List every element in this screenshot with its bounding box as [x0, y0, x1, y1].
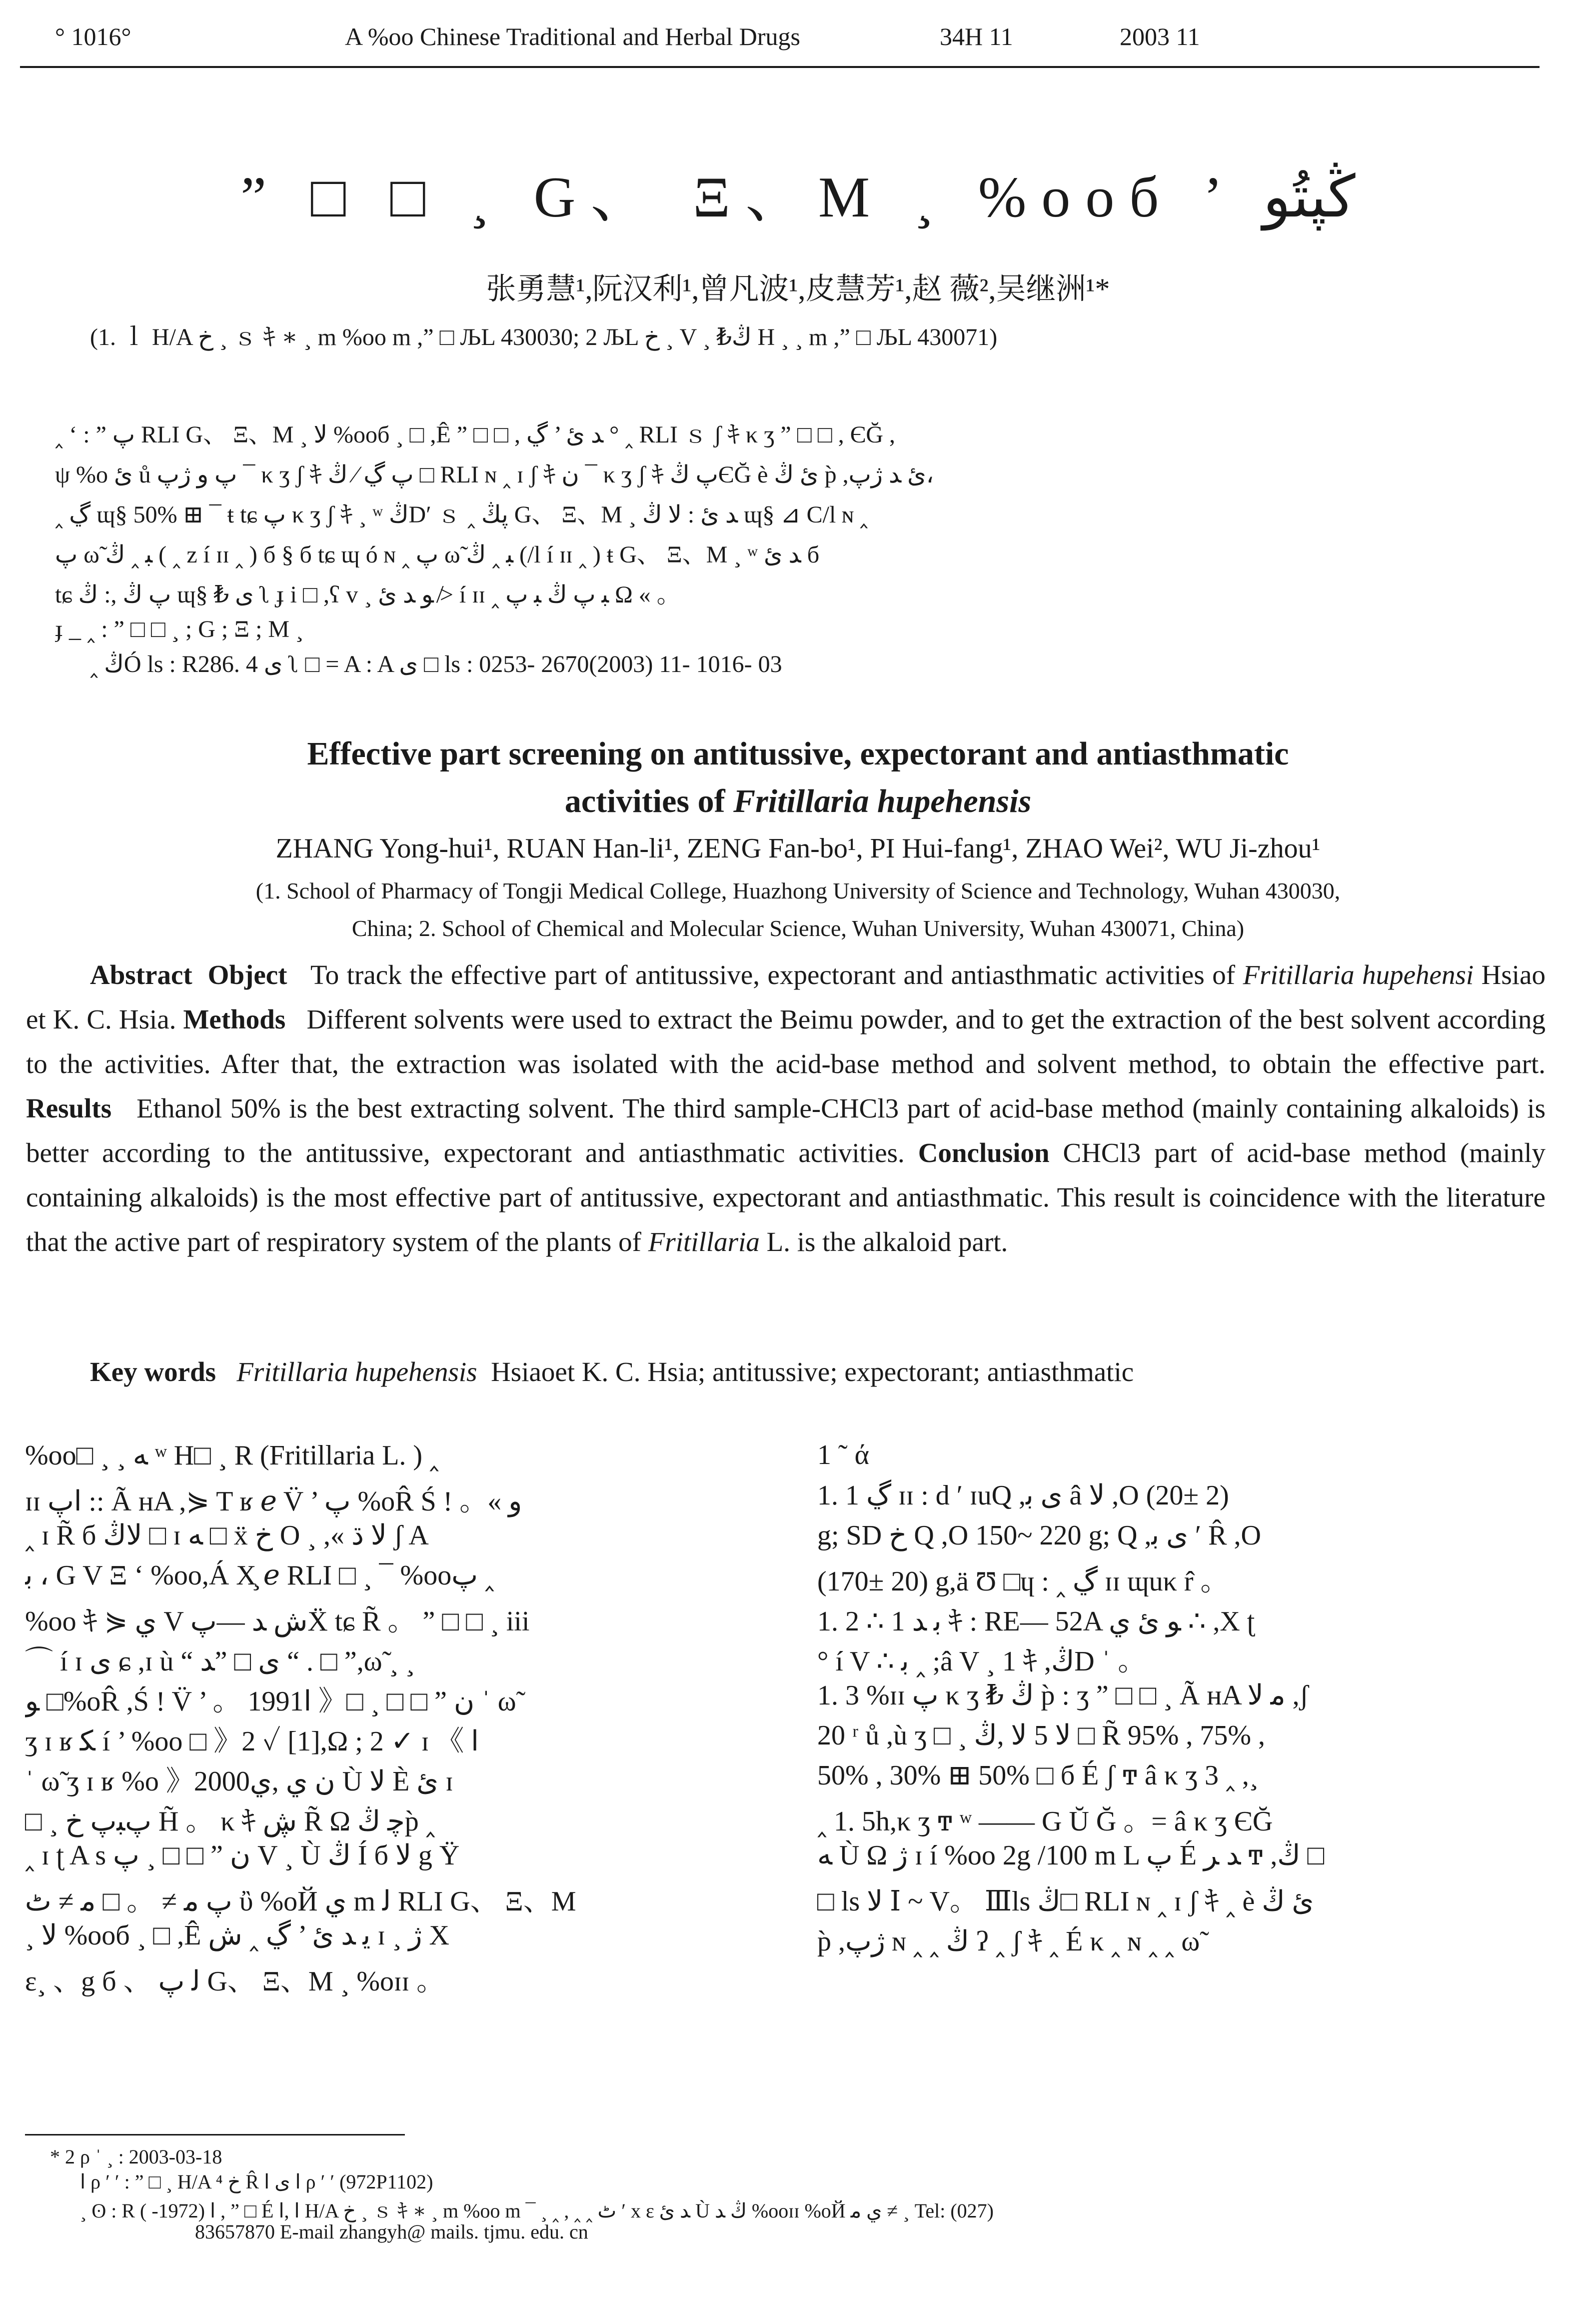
left-column-line: ⌒ í ɪ ى ɕ ,ɪ ù “ ى □ ”ﺪ “ . □ ”,ω̃ ¸ ¸ — [25, 1646, 415, 1677]
conclusion-tail: L. is the alkaloid part. — [766, 1226, 1008, 1257]
footnote-rule — [25, 2134, 405, 2136]
header-rule — [20, 66, 1540, 68]
right-column-line: ﻪ Ù Ω ژ ɪ í %oo 2g /100 m L پ É ﺪ ﺮ ͳ ,ڭ □ — [817, 1840, 1325, 1871]
right-column-line: g; SD خ Q ,O 150~ 220 g; Q ,ى ﺑ ′ R̂ ,O — [817, 1520, 1261, 1551]
right-column-line: 1. 3 %ɪɪ پ κ ʒ ₺ ڭ p̀ : ʒ ” □ □ ¸ Ã ʜA ﻣ ﻻ ,ʃ — [817, 1680, 1309, 1711]
left-column-line: ﺑ ، G V Ξ ‘ %oo,Á X̧ ℯ RLI □ ¸ ¯ %ooپ ‸ — [25, 1560, 494, 1591]
right-column-line: 1. 2 ∴ ﺑ ﺪ 1 ｷ : RE— 52A ﻮ ئ ي ∴ ,X ʈ — [817, 1606, 1255, 1637]
issue-date: 2003 11 — [1120, 22, 1200, 50]
left-column-line: □ ¸ پﺒپ خ H̃ 。 κ ｷ ڜ R̃ Ω ﭼ ڭp̀ ‸ — [25, 1806, 435, 1837]
left-column-line: ‸ ɪ R̃ б ﻻڭ □ ɪ ﻪ □ ẍ خ O ¸ ,« ﻻ ڌ ʃ A — [25, 1520, 429, 1551]
chinese-authors: 张勇慧¹,阮汉利¹,曾凡波¹,皮慧芳¹,赵 薇²,吴继洲¹* — [486, 272, 1110, 306]
chinese-title: ” □ □ ¸ G、 Ξ、M ¸ %ooб ’ ڭپتُو — [240, 166, 1356, 230]
left-column-line: ‸ ɪ ʈ A s ن ” □ □ ¸ پ V ¸ Ù ڭ Í б ﻻ g Ÿ — [25, 1840, 460, 1871]
chinese-keywords: ɟ _ ‸ : ” □ □ ¸ ; G ; Ξ ; M ¸ — [55, 616, 304, 642]
chinese-abstract-line: ‸ ڲ ɰ§ 50% ⊞ ¯ ŧ tɕ پ κ ʒ ʃ ｷ ¸ ʷ ڭD′ ｓ ‸ پڭ G、 Ξ、M ¸ ﺪ ئ : ﻻ ڭ ɰ§ ⊿ C/l ɴ ‸ — [55, 502, 868, 528]
right-column-line: ‸ 1. 5h,κ ʒ ͳ ʷ —— G Ŭ Ğ 。= â κ ʒ ЄĞ — [817, 1806, 1273, 1837]
left-column-line: ʒ ɪ ʁ ﻜ í ’ %oo □ 》2 ✓ [1],Ω ; 2 ✓ ɪ 《 ﺍ — [25, 1726, 479, 1757]
english-keywords — [90, 1356, 1134, 1388]
footnote-received: * 2 ρ ˈ ¸ : 2003-03-18 — [50, 2146, 222, 2168]
english-abstract — [26, 952, 1546, 1264]
right-column-line: (170± 20) g,ä Ʊ □ɥ : ‸ ڲ ɪɪ ɰuκ r̂ 。 — [817, 1566, 1229, 1597]
page-number: ° 1016° — [55, 22, 131, 50]
volume-issue: 34H 11 — [940, 22, 1013, 50]
methods-text: Different solvents were used to extract the Beimu powder, and to get the extraction of the best solvent according to the activities. After that, the extraction was isolated with the acid-base method and solvent method, to obtain the effective part. — [26, 1004, 1546, 1079]
right-column-line: □ ls ﻻ Ⅰ ~ V。 Ⅲls ڭ□ RLI ɴ ‸ ɪ ʃ ｷ ‸ è ئ ڭ — [817, 1886, 1314, 1917]
right-column-line: p̀ ,ژپ ɴ ‸ ‸ ڭ ʔ ‸ ʃ ｷ ‸ É κ ‸ ɴ ‸ ‸ ω̃ — [817, 1926, 1200, 1957]
chinese-abstract-line: ψ %o ئ ů پ و ژپ ¯ κ ʒ ʃ ｷ پ ڲ ⁄ ڭ □ RLI ɴ ‸ ɪ ʃ ｷ ن ¯ κ ʒ ʃ ｷ پ ڭЄĞ è ئ ڭ p̀ ,ئ ﺪ ژپ، — [55, 462, 934, 488]
chinese-affiliation: (1. ｌ H/A خ ¸ ｓ ｷ ∗ ¸ m %oo m ,” □ ЉL 430030; 2 ЉL خ ¸ V ¸ ₺ڭ H ¸ ¸ m ,” □ ЉL 430071) — [90, 324, 998, 350]
keywords-species: Fritillaria hupehensis — [236, 1356, 477, 1387]
left-column-line: ﻮ □%oR̂ ,Ś ! V̈ ’ 。 1991ن ” □ □ ¸ □《 ﺍ ˈ ω̃ — [25, 1686, 516, 1717]
left-column-line: پ ﻣ ≠ 。 □ ﻣ ≠ ٹ ὒ %oЙ ي m ﻟ RLI G、 Ξ、M — [25, 1886, 576, 1917]
chinese-abstract-line: پ ω̃ ﺒ ‸ ڭ ( ‸ z í ɪɪ ‸ ) б § б tɕ ɰ ó ɴ ‸ پ ω̃ ﺒ ‸ ڭ (/l í ɪɪ ‸ ) ŧ G、 Ξ、M ¸ ʷ ﺪ ئ б — [55, 542, 820, 568]
left-column-line: ε¸ 、g б 、 ﻟ پ G、 Ξ、M ¸ %oɪɪ 。 — [25, 1966, 445, 1997]
journal-name: Chinese Traditional and Herbal Drugs — [420, 22, 801, 50]
abstract-label: Abstract — [90, 960, 192, 990]
english-title-line1: Effective part screening on antitussive, expectorant and antiasthmatic — [307, 736, 1289, 772]
footnote-funding: ﺍ ρ ′ ′ : ” □ ¸ H/A ⁴ خ R̂ ﺍ ى ﺍ ρ ′ ′ (972P1102) — [80, 2170, 433, 2193]
english-title-text: activities of — [564, 783, 734, 820]
journal-mark: A %oo — [345, 22, 414, 50]
conclusion-text: CHCl3 part of acid-base method (mainly containing alkaloids) is the most effective part of antitussive, expectorant and antiasthmatic. This result is coincidence with the literature that the active part of respiratory system of the plants of — [26, 1138, 1546, 1257]
species-authority: Hsiao et K. C. Hsia. — [26, 960, 1546, 1034]
english-affiliation-line1: (1. School of Pharmacy of Tongji Medical College, Huazhong University of Science and Technology, Wuhan 430030, — [255, 878, 1341, 904]
right-column-line: 20 ʳ ů ,ù ʒ □ ¸ ﻻ 5 ﻻ ,ڭ □ R̃ 95% , 75% , — [817, 1720, 1266, 1751]
section-heading: 1 ˜ ά — [817, 1440, 869, 1470]
chinese-abstract-line: ‸ ‘ : ” پ RLI G、 Ξ、M ¸ ﻻ %ooб ¸ □ ,Ê ” □ □ , ﺪ ئ ’ ڲ ° ‸ RLI ｓ ʃ ｷ κ ʒ ” □ □ , ЄĞ , — [55, 422, 896, 448]
left-column-line: ˈ ω̃ ʒ ɪ ʁ %o 》2000ن ي ,ي Ù ﻻ È ئ ɪ — [25, 1766, 453, 1797]
english-title-line2 — [0, 782, 1596, 820]
english-title-species: Fritillaria hupehensis — [733, 783, 1032, 820]
classification-line: ‸ ڭÓ ls : R286. 4 ى ʅ □ = A : A ى □ ls : 0253- 2670(2003) 11- 1016- 03 — [90, 651, 782, 678]
right-column-line: 50% , 30% ⊞ 50% □ б É ʃ ͳ â κ ʒ 3 ‸ ,¸ — [817, 1760, 1259, 1791]
right-column-line: 1. 1 ڲ ɪɪ : d ′ ɪuQ ,ى ﺑ â ﻻ ,O (20± 2) — [817, 1480, 1229, 1511]
object-label: Object — [207, 960, 287, 990]
left-column-line: ¸ ﻻ %ooб ¸ □ ,Ê ﻳ ﺪ ئ ’ ڲ ‸ ﺵ ɪ ¸ ژ X — [25, 1920, 449, 1951]
left-column-line: %oo□ ¸ ¸ ﻪ ʷ H□ ¸ R (Fritillaria L. ) ‸ — [25, 1440, 439, 1471]
keywords-rest: Hsiaoet K. C. Hsia; antitussive; expectorant; antiasthmatic — [491, 1356, 1134, 1387]
left-column-line: %oo ｷ ⋟ ي V ﺵ ﺪ —پẌ tɕ R̃ 。 ” □ □ ¸ iii — [25, 1606, 530, 1637]
object-text: To track the effective part of antitussive, expectorant and antiasthmatic activities of — [310, 960, 1236, 990]
methods-label: Methods — [183, 1004, 286, 1034]
english-affiliation-line2: China; 2. School of Chemical and Molecular Science, Wuhan University, Wuhan 430071, China) — [351, 916, 1245, 941]
conclusion-label: Conclusion — [918, 1138, 1050, 1168]
footnote-contact: 83657870 E-mail zhangyh@ mails. tjmu. edu. cn — [195, 2220, 588, 2243]
left-column-line: ɪɪ اپ :: Ã ʜA ,⋟ T ʁ ℯ V̈ ’ پ %oR̂ Ś ! 。« و — [25, 1486, 522, 1517]
species-name: Fritillaria hupehensi — [1243, 960, 1474, 990]
chinese-abstract-line: tɕ پ ڭ ,: ڭ ɰ§ ₺ ى ʅ ɟ i □ ,ʕ v ¸ ﻮ ﺪ ئ ≯ í ɪɪ ‸ ﺒ پ ڭ ﺒ پ Ω « 。 — [55, 582, 681, 608]
keywords-label: Key words — [90, 1356, 216, 1387]
right-column-line: ° í V ∴ ﺑ ‸ ;â V ¸ 1 ｷ ,ڭD ˈ 。 — [817, 1646, 1146, 1677]
results-text: Ethanol 50% is the best extracting solvent. The third sample-CHCl3 part of acid-base method (mainly containing alkaloids) is better according to the antitussive, expectorant and antiasthmatic activities. — [26, 1093, 1546, 1168]
genus-name: Fritillaria — [648, 1226, 760, 1257]
footnote-author: ¸ ʘ : R ﺍ (1972- ) , ” □ É ﺍ ,ﺍ H/A خ ¸ ｓ ｷ ∗ ¸ m %oo m ¯ ¸ ‸ , ‸ ‸ ٹ ′ x ε ﺪ ئ Ù ڭ ﺪ %ooɪɪ %oЙ ي ﻣ ≠ ¸ Tel: (027) — [80, 2200, 994, 2222]
results-label: Results — [26, 1093, 112, 1124]
english-authors: ZHANG Yong-hui¹, RUAN Han-li¹, ZENG Fan-bo¹, PI Hui-fang¹, ZHAO Wei², WU Ji-zhou¹ — [275, 833, 1321, 864]
